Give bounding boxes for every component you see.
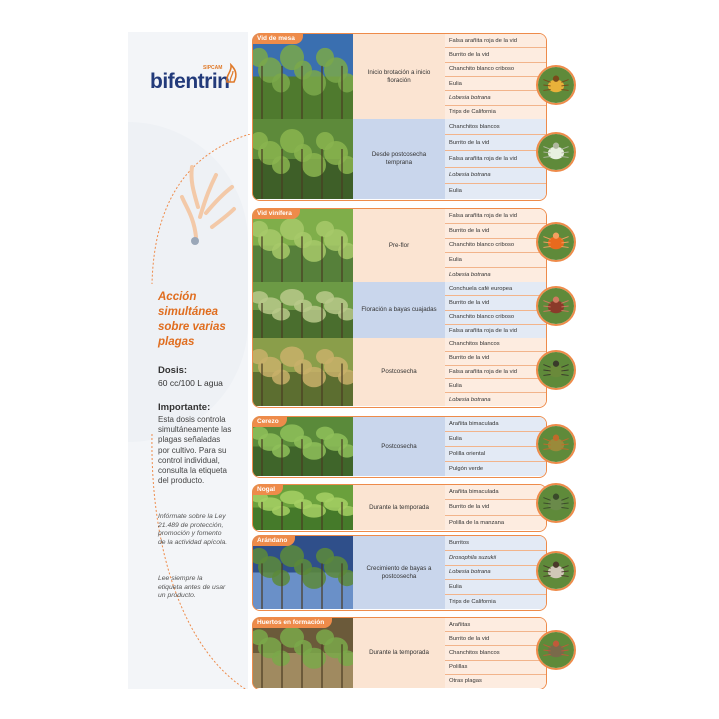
crop-name-tab: Huertos en formación [252,617,332,628]
pest-item: Burrito de la vid [445,296,547,310]
pest-item: Burrito de la vid [445,632,547,646]
pest-item: Falsa arañita roja de la vid [445,34,547,48]
crop-stage-row [253,618,547,688]
stage-label: Durante la temporada [353,618,445,688]
crop-photo [253,536,353,609]
pest-item: Eulia [445,379,547,393]
pest-item: Conchuela café europea [445,282,547,296]
crop-name-tab: Vid vinífera [252,208,300,219]
pest-item: Chanchito blanco criboso [445,63,547,77]
pest-item: Falsa arañita roja de la vid [445,366,547,380]
pest-list [445,338,547,406]
crop-photo [253,282,353,338]
crop-photo-icon [253,34,353,119]
stage-label: Pre-flor [353,209,445,282]
pest-item: Burritos [445,536,547,551]
crop-photo-icon [253,282,353,338]
pest-illustration-icon [536,350,576,390]
pest-item: Falsa arañita roja de la vid [445,325,547,338]
pest-list [445,282,547,338]
brand-logo: bifentrin [150,70,230,93]
pest-illustration-icon [536,483,576,523]
pest-item: Polilla de la manzana [445,516,547,530]
pest-list [445,618,547,688]
pest-item: Eulia [445,432,547,447]
stage-label: Desde postcosecha temprana [353,119,445,199]
crop-photo-icon [253,618,353,688]
pest-item: Trips de California [445,595,547,609]
pest-item: Chanchitos blancos [445,119,547,135]
crop-photo-icon [253,536,353,609]
pest-item: Chanchitos blancos [445,646,547,660]
pest-list [445,485,547,530]
crop-photo [253,119,353,199]
pest-item: Chanchitos blancos [445,338,547,352]
stage-label: Postcosecha [353,417,445,476]
stage-label: Postcosecha [353,338,445,406]
crop-photo [253,618,353,688]
pest-item: Arañita bimaculada [445,485,547,500]
decorative-dot [191,237,199,245]
pest-item: Otras plagas [445,675,547,688]
pest-item: Lobesia botrana [445,168,547,184]
note-etiqueta: Lee siempre la etiqueta antes de usar un producto. [158,575,226,600]
dosis-title: Dosis: [158,365,188,376]
importante-title: Importante: [158,402,211,413]
pest-item: Lobesia botrana [445,566,547,581]
crop-stage-row [253,209,547,282]
brand-sub-logo: SIPCAM [203,65,223,71]
pest-item: Polillas [445,661,547,675]
pest-illustration-icon [536,630,576,670]
pest-illustration-icon [536,65,576,105]
crop-stage-row [253,417,547,476]
stage-label: Durante la temporada [353,485,445,530]
pest-item: Lobesia botrana [445,91,547,105]
pest-illustration-icon [536,286,576,326]
brochure-page [128,32,590,689]
dosis-value: 60 cc/100 L agua [158,378,223,388]
crop-photo-icon [253,338,353,406]
stage-label: Floración a bayas cuajadas [353,282,445,338]
crop-photo-icon [253,119,353,199]
crop-name-tab: Cerezo [252,416,287,427]
crop-stage-row [253,282,547,338]
crop-stage-row [253,34,547,119]
crop-photo-icon [253,209,353,282]
crop-card [252,208,547,408]
pest-illustration-icon [536,551,576,591]
pest-illustration-icon [536,424,576,464]
pest-item: Falsa arañita roja de la vid [445,209,547,224]
pest-illustration-icon [536,222,576,262]
pest-item: Eulia [445,184,547,199]
pest-list [445,536,547,609]
stage-label: Crecimiento de bayas a postcosecha [353,536,445,609]
pest-item: Lobesia botrana [445,268,547,282]
crop-stage-row [253,536,547,609]
importante-text: Esta dosis controla simultáneamente las plagas señaladas por cultivo. Para su control individual, consulta la etiqueta del producto. [158,415,232,486]
pest-item: Falsa arañita roja de la vid [445,151,547,167]
crop-name-tab: Vid de mesa [252,33,303,44]
crop-card [252,617,547,689]
pest-item: Lobesia botrana [445,393,547,406]
pest-list [445,119,547,199]
crop-stage-row [253,338,547,406]
pest-list [445,417,547,476]
pest-list [445,209,547,282]
pest-item: Chanchito blanco criboso [445,239,547,254]
crop-card [252,416,547,478]
crop-name-tab: Nogal [252,484,283,495]
crop-stage-row [253,485,547,530]
pest-item: Arañitas [445,618,547,632]
pest-item: Trips de California [445,106,547,119]
pest-illustration-icon [536,132,576,172]
pest-item: Burrito de la vid [445,135,547,151]
pest-item: Eulia [445,77,547,91]
pest-item: Arañita bimaculada [445,417,547,432]
crop-card [252,484,547,532]
crop-photo [253,209,353,282]
flame-logo-icon [224,62,240,84]
note-ley: Infórmate sobre la Ley 21.489 de protección, promoción y fomento de la actividad apícola. [158,513,228,546]
pest-item: Pulgón verde [445,462,547,476]
pest-item: Drosophila suzukii [445,551,547,566]
crop-photo [253,338,353,406]
crop-card [252,33,547,201]
left-panel [128,32,248,689]
pest-item: Burrito de la vid [445,500,547,515]
pest-item: Burrito de la vid [445,224,547,239]
pest-item: Burrito de la vid [445,48,547,62]
crop-name-tab: Arándano [252,535,295,546]
headline: Acción simultánea sobre varias plagas [158,291,226,348]
decorative-hand-icon [176,157,238,242]
pest-item: Burrito de la vid [445,352,547,366]
pest-item: Polilla oriental [445,447,547,462]
stage-label: Inicio brotación a inicio floración [353,34,445,119]
pest-list [445,34,547,119]
crop-stage-row [253,119,547,199]
crop-card [252,535,547,611]
pest-item: Eulia [445,580,547,595]
pest-item: Chanchito blanco criboso [445,311,547,325]
pest-item: Eulia [445,253,547,268]
crop-photo [253,34,353,119]
